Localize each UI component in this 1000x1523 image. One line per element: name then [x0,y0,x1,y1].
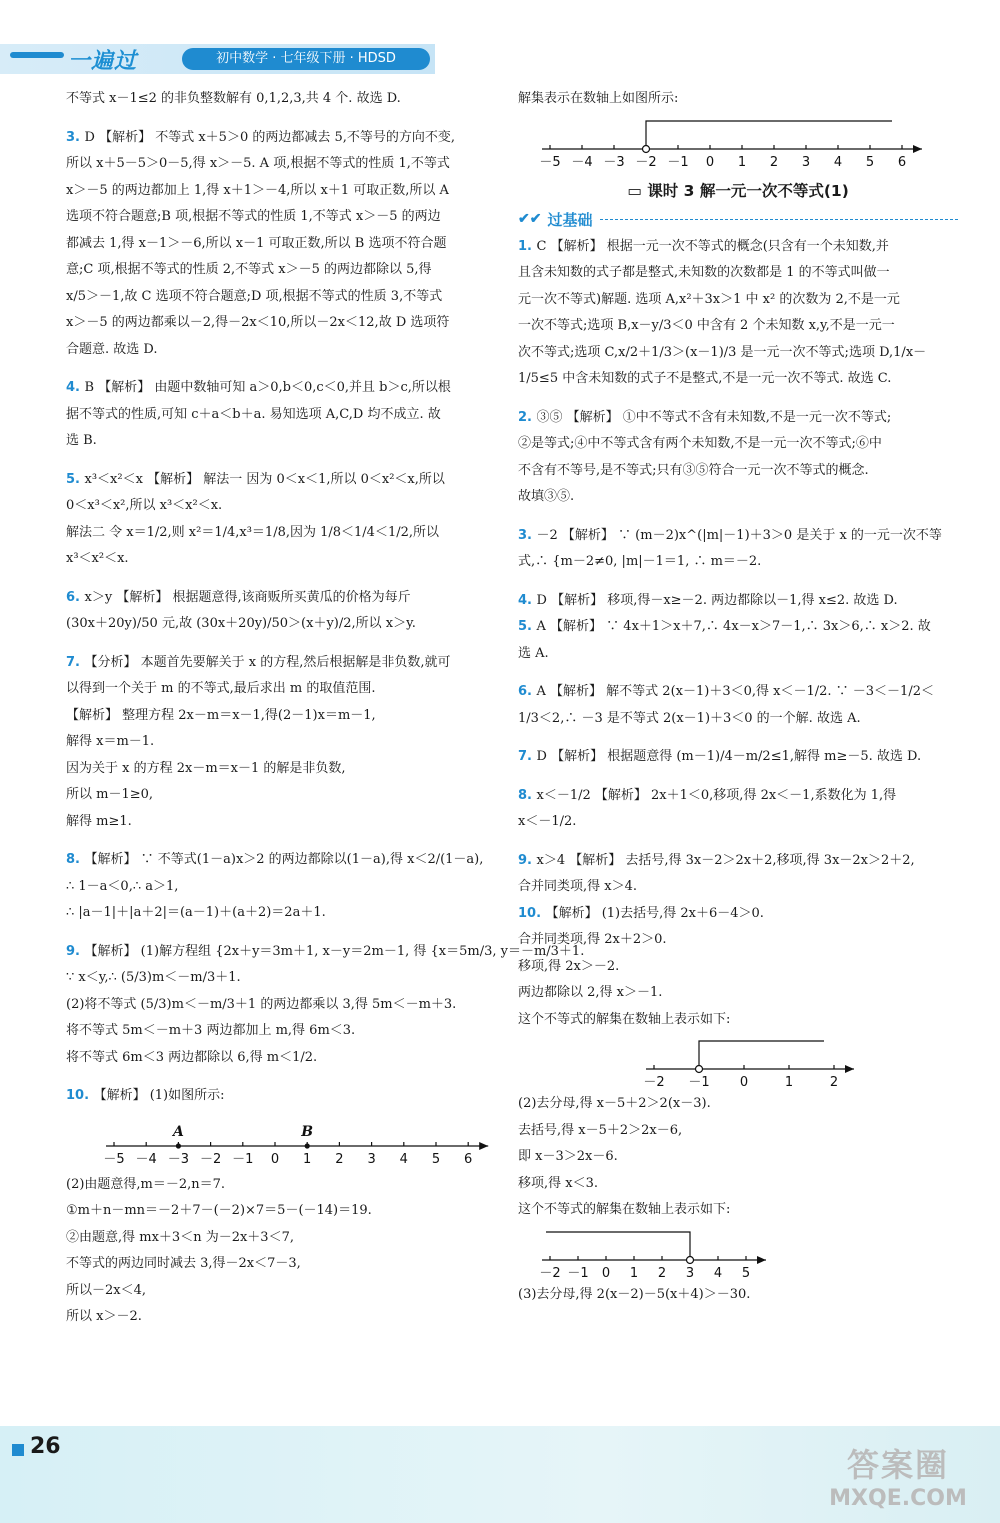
left-lines-line: 选 B. [66,433,97,448]
spacer [518,732,958,744]
question-number: 6. [66,589,85,605]
right-lines-line: 1/5≤5 中含未知数的式子不是整式,不是一元一次不等式. 故选 C. [518,371,892,386]
left-lines-line: 因为关于 x 的方程 2x－m＝x－1 的解是非负数, [66,760,346,776]
right-text-block-2 [518,1091,958,1224]
tick-label: －2 [199,1151,222,1167]
question-number: 7. [66,654,85,670]
open-point [643,145,650,152]
number-line-solution-3 [518,1230,948,1281]
arrow-head [479,1142,488,1150]
left-lines2-line: ①m＋n－mn＝－2＋7－(－2)×7＝5－(－14)＝19. [66,1203,372,1218]
tick-label: 4 [399,1151,408,1167]
right-lines-line: 9. x＞4 【解析】 去括号,得 3x－2＞2x＋2,移项,得 3x－2x＞2＋2, [518,852,915,868]
left-lines-line: 解得 x＝m－1. [66,734,155,749]
right-lines-line: 次不等式;选项 C,x/2＋1/3＞(x－1)/3 是一元一次不等式;选项 D,1/x－ [518,344,927,360]
right-lines-line: 且含未知数的式子都是整式,未知数的次数都是 1 的不等式叫做一 [518,265,890,280]
left-lines-line: 所以 m－1≥0, [66,787,154,802]
tick-label: －1 [667,154,689,170]
right-lines2-line: 移项,得 x＜3. [518,1175,598,1191]
solution-bracket [699,1041,824,1069]
right-text-block-3 [518,1282,958,1309]
tick-label: 0 [601,1265,611,1281]
tick-label: 1 [629,1265,639,1281]
question-number: 5. [66,471,85,487]
question-number: 1. [518,238,537,254]
question-number: 3. [518,527,537,543]
spacer [518,836,958,848]
tick-label: 4 [833,154,843,170]
right-lines-line: 1/3＜2,∴ －3 是不等式 2(x－1)＋3＜0 的一个解. 故选 A. [518,710,861,726]
left-lines-line: 将不等式 6m＜3 两边都除以 6,得 m＜1/2. [66,1049,318,1065]
left-lines-line: ∵ x＜y,∴ (5/3)m＜－m/3＋1. [66,970,241,985]
right-lines-line: 10. 【解析】 (1)去括号,得 2x＋6－4＞0. [518,905,764,921]
right-lines-line: 两边都除以 2,得 x＞－1. [518,985,663,1000]
spacer [518,771,958,783]
book-icon: ▭ [627,181,648,200]
tick-label: 0 [739,1075,749,1090]
left-lines-line: 8. 【解析】 ∵ 不等式(1－a)x＞2 的两边都除以(1－a),得 x＜2/(1－a), [66,852,484,867]
left-lines-line: x³＜x²＜x. [66,551,129,566]
tick-label: －1 [232,1151,254,1167]
question-number: 9. [66,943,85,959]
arrow-head [757,1256,766,1264]
tick-label: 2 [769,154,779,170]
right-lines-line: 这个不等式的解集在数轴上表示如下: [518,1011,731,1027]
spacer [66,1071,506,1083]
left-lines-line: 意;C 项,根据不等式的性质 2,不等式 x＞－5 的两边都除以 5,得 [66,262,432,277]
right-lines-line: 7. D 【解析】 根据题意得 (m－1)/4－m/2≤1,解得 m≥－5. 故选 D. [518,749,922,764]
point-marker [176,1143,181,1148]
arrow-head [845,1065,854,1073]
watermark [808,1440,988,1516]
tick-label: －3 [167,1151,190,1167]
right-lines-line: x＜－1/2. [518,814,577,829]
section-title: 过基础 [547,210,593,229]
right-lines2-line: 去括号,得 x－5＋2＞2x－6, [518,1122,683,1138]
left-lines-line: 0＜x³＜x²,所以 x³＜x²＜x. [66,498,223,513]
tick-label: －5 [103,1151,125,1167]
tick-label: －4 [135,1151,157,1167]
number-line-solution-2 [518,1039,948,1090]
watermark-url: MXQE.COM [829,1486,967,1511]
tick-label: －2 [643,1075,665,1090]
right-lines-line: 1. C 【解析】 根据一元一次不等式的概念(只含有一个未知数,并 [518,238,889,254]
point-marker [305,1143,310,1148]
left-lines-line: ∴ 1－a＜0,∴ a＞1, [66,878,179,894]
tick-label: －4 [571,154,593,170]
question-number: 7. [518,749,537,764]
number-line-solution-1 [518,119,948,170]
lesson-title-text: 课时 3 解一元一次不等式(1) [647,181,849,200]
left-lines-line: x/5＞－1,故 C 选项不符合题意;D 项,根据不等式的性质 3,不等式 [66,288,443,304]
tick-label: 3 [367,1151,376,1167]
question-number: 10. [66,1088,94,1103]
left-lines-line: 不等式 x－1≤2 的非负整数解有 0,1,2,3,共 4 个. 故选 D. [66,91,401,106]
number-line-ab [66,1116,496,1166]
tick-label: 4 [713,1265,723,1281]
left-lines-line: 6. x＞y 【解析】 根据题意得,该商贩所买黄瓜的价格为每斤 [66,589,411,605]
page-marker [12,1444,24,1456]
left-text-block-2 [66,1172,506,1331]
tick-label: －5 [539,154,561,170]
tick-label: 1 [737,154,747,170]
left-lines2-line: 所以 x＞－2. [66,1309,142,1324]
right-lines-line: 2. ③⑤ 【解析】 ①中不等式不含有未知数,不是一元一次不等式; [518,409,892,425]
right-text-block [518,234,958,1034]
left-lines-line: 【解析】 整理方程 2x－m＝x－1,得(2－1)x＝m－1, [66,707,376,723]
section-header [518,209,958,230]
right-lines-line: 合并同类项,得 x＞4. [518,879,637,894]
question-number: 2. [518,409,537,425]
spacer [66,927,506,939]
right-lines-line: 元一次不等式)解题. 选项 A,x²＋3x＞1 中 x² 的次数为 2,不是一元 [518,291,900,307]
solution-set-intro: 解集表示在数轴上如图所示: [518,91,679,106]
tick-label: －3 [603,154,625,170]
open-point [687,1256,694,1263]
spacer [66,113,506,125]
tick-label: 1 [784,1075,794,1090]
right-lines-line: 不含有不等号,是不等式;只有③⑤符合一元一次不等式的概念. [518,462,869,478]
tick-label: 5 [741,1265,751,1281]
question-number: 4. [518,592,537,608]
question-number: 9. [518,852,537,868]
right-lines2-line: 即 x－3＞2x－6. [518,1149,618,1164]
point-label: B [301,1123,314,1140]
left-lines-line: 5. x³＜x²＜x 【解析】 解法一 因为 0＜x＜1,所以 0＜x²＜x,所以 [66,471,445,487]
brand-logo: 一遍过 [68,49,138,74]
section-divider [600,219,958,220]
right-lines-line: 选 A. [518,645,549,661]
right-lines3-line: (3)去分母,得 2(x－2)－5(x＋4)＞－30. [518,1286,751,1302]
left-lines2-line: (2)由题意得,m＝－2,n＝7. [66,1176,226,1192]
left-lines-line: 9. 【解析】 (1)解方程组 {2x＋y＝3m＋1, x－y＝2m－1, 得 {x＝5m/3, y＝－m/3＋1. [66,943,585,959]
spacer [518,576,958,588]
tick-label: 1 [303,1151,312,1167]
watermark-logo: 答案圈 [846,1446,949,1484]
left-lines-line: 都减去 1,得 x－1＞－6,所以 x－1 可取正数,所以 B 选项不符合题 [66,235,447,251]
tick-label: 6 [464,1151,473,1167]
subject-label: 初中数学 · 七年级下册 · HDSD [182,48,430,70]
right-lines-line: 3. －2 【解析】 ∵ (m－2)x^(|m|－1)＋3＞0 是关于 x 的一元一次不等 [518,527,942,543]
right-column [518,86,958,1308]
tick-label: －2 [539,1265,561,1281]
question-number: 4. [66,380,85,395]
left-lines2-line: 不等式的两边同时减去 3,得－2x＜7－3, [66,1256,301,1271]
left-lines-line: 解法二 令 x＝1/2,则 x²＝1/4,x³＝1/8,因为 1/8＜1/4＜1/2,所以 [66,524,440,540]
spacer [518,393,958,405]
left-lines-line: x＞－5 的两边都加上 1,得 x＋1＞－4,所以 x＋1 可取正数,所以 A [66,182,449,198]
tick-label: 2 [335,1151,344,1167]
left-lines-line: ∴ |a－1|＋|a＋2|＝(a－1)＋(a＋2)＝2a＋1. [66,905,326,920]
header-accent-bar [10,52,64,58]
lesson-title [518,179,958,201]
left-lines-line: 将不等式 5m＜－m＋3 两边都加上 m,得 6m＜3. [66,1023,356,1038]
tick-label: 2 [657,1265,667,1281]
left-lines-line: 解得 m≥1. [66,813,132,829]
right-lines-line: 故填③⑤. [518,489,575,504]
tick-label: 6 [897,154,907,170]
left-lines-line: 所以 x＋5－5＞0－5,得 x＞－5. A 项,根据不等式的性质 1,不等式 [66,156,450,171]
right-lines-line: 6. A 【解析】 解不等式 2(x－1)＋3＜0,得 x＜－1/2. ∵ －3＜－1/2＜ [518,684,934,699]
arrow-head [913,145,922,153]
left-lines-line: 3. D 【解析】 不等式 x＋5＞0 的两边都减去 5,不等号的方向不变, [66,129,456,145]
spacer [518,667,958,679]
left-lines2-line: 所以－2x＜4, [66,1282,147,1298]
tick-label: 0 [705,154,715,170]
question-number: 5. [518,619,537,634]
left-lines-line: 10. 【解析】 (1)如图所示: [66,1088,225,1103]
spacer [66,455,506,467]
question-number: 8. [518,787,537,803]
tick-label: 0 [270,1151,280,1167]
right-lines-line: 4. D 【解析】 移项,得－x≥－2. 两边都除以－1,得 x≤2. 故选 D. [518,592,898,608]
question-number: 6. [518,684,537,699]
right-lines-line: 8. x＜－1/2 【解析】 2x＋1＜0,移项,得 2x＜－1,系数化为 1,得 [518,787,897,803]
right-lines2-line: (2)去分母,得 x－5＋2＞2(x－3). [518,1096,711,1111]
left-lines-line: x＞－5 的两边都乘以－2,得－2x＜10,所以－2x＜12,故 D 选项符 [66,315,450,330]
tick-label: －1 [688,1075,710,1090]
right-lines-line: 合并同类项,得 2x＋2＞0. [518,932,667,947]
question-number: 10. [518,905,546,921]
spacer [518,511,958,523]
tick-label: 2 [829,1075,839,1090]
tick-label: 5 [865,154,875,170]
solution-bracket [546,1232,690,1260]
spacer [66,573,506,585]
left-lines-line: 7. 【分析】 本题首先要解关于 x 的方程,然后根据解是非负数,就可 [66,654,451,670]
question-number: 8. [66,852,85,867]
right-lines-line: 5. A 【解析】 ∵ 4x＋1＞x＋7,∴ 4x－x＞7－1,∴ 3x＞6,∴ x＞2. 故 [518,619,931,634]
open-point [696,1066,703,1073]
left-lines-line: 合题意. 故选 D. [66,341,158,357]
page-number: 26 [30,1434,61,1459]
right-lines-line: 一次不等式;选项 B,x－y/3＜0 中含有 2 个未知数 x,y,不是一元一 [518,318,895,333]
spacer [66,835,506,847]
tick-label: 3 [801,154,811,170]
tick-label: －2 [635,154,657,170]
page-header [0,0,1000,80]
tick-label: 3 [685,1265,695,1281]
left-lines-line: 选项不符合题意;B 项,根据不等式的性质 1,不等式 x＞－5 的两边 [66,209,441,224]
left-lines-line: 以得到一个关于 m 的不等式,最后求出 m 的取值范围. [66,681,376,696]
left-lines-line: 据不等式的性质,可知 c＋a＜b＋a. 易知选项 A,C,D 均不成立. 故 [66,406,441,422]
left-lines-line: 4. B 【解析】 由题中数轴可知 a＞0,b＜0,c＜0,并且 b＞c,所以根 [66,380,451,395]
right-lines-line: 移项,得 2x＞－2. [518,958,620,974]
right-lines-line: ②是等式;④中不等式含有两个未知数,不是一元一次不等式;⑥中 [518,436,882,451]
point-label: A [172,1123,184,1140]
left-lines-line: (2)将不等式 (5/3)m＜－m/3＋1 的两边都乘以 3,得 5m＜－m＋3. [66,996,457,1012]
tick-label: 5 [431,1151,441,1167]
left-lines-line: (30x＋20y)/50 元,故 (30x＋20y)/50＞(x＋y)/2,所以 x＞y. [66,616,416,631]
right-lines-line: 式,∴ {m－2≠0, |m|－1＝1, ∴ m＝－2. [518,554,762,569]
spacer [66,638,506,650]
solution-bracket [646,121,892,149]
right-lines2-line: 这个不等式的解集在数轴上表示如下: [518,1202,731,1217]
spacer [66,363,506,375]
left-lines2-line: ②由题意,得 mx＋3＜n 为－2x＋3＜7, [66,1229,294,1245]
checkmark-icon: ✔✔ [518,211,542,227]
question-number: 3. [66,129,85,145]
tick-label: －1 [567,1265,589,1281]
